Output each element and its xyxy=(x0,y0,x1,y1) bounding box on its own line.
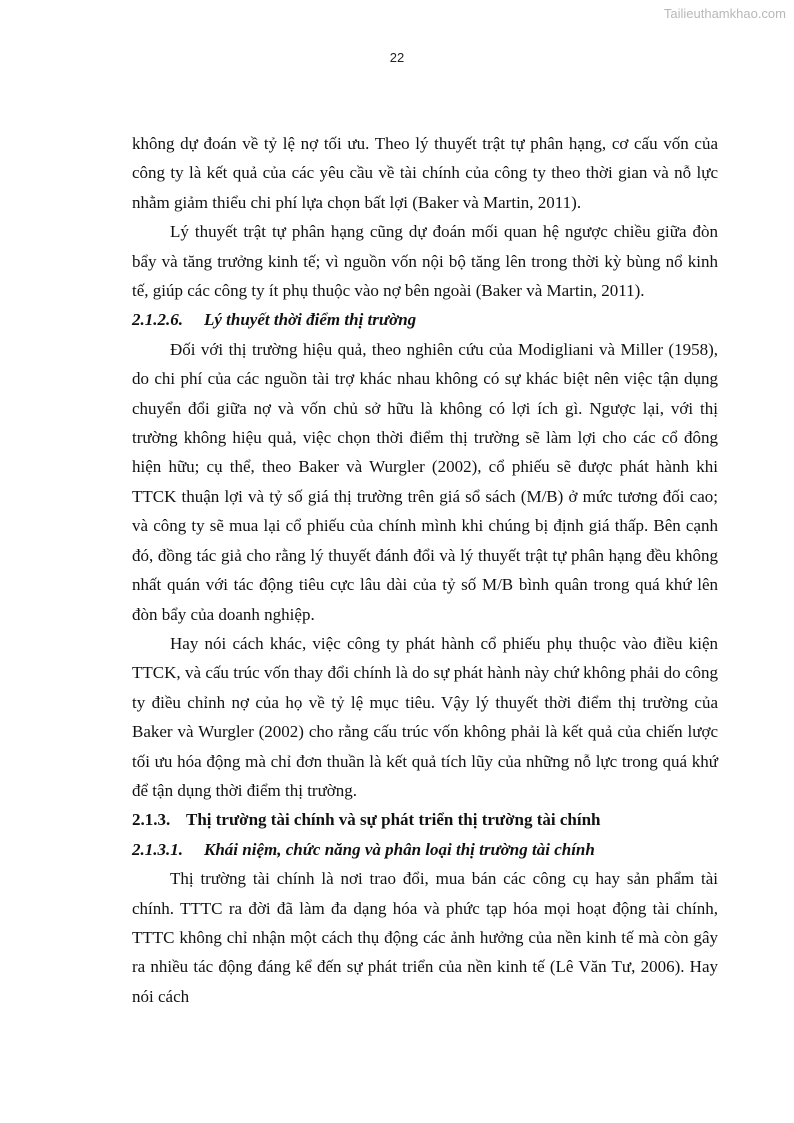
section-number: 2.1.2.6. xyxy=(132,310,183,330)
section-number: 2.1.3.1. xyxy=(132,839,183,859)
section-title: Khái niệm, chức năng và phân loại thị trường tài chính xyxy=(204,839,595,859)
section-title: Thị trường tài chính và sự phát triển thị trường tài chính xyxy=(186,810,601,830)
paragraph: Thị trường tài chính là nơi trao đổi, mua bán các công cụ hay sản phẩm tài chính. TTTC ra đời đã làm đa dạng hóa và phức tạp hóa mọi hoạt động tài chính, TTTC không chỉ nhận một cách thụ động các ảnh hưởng của nền kinh tế mà còn gây ra nhiều tác động đáng kể đến sự phát triển của nền kinh tế (Lê Văn Tư, 2006). Hay nói cách xyxy=(132,869,718,1006)
section-heading-2-1-3 xyxy=(132,805,718,834)
paragraph: Đối với thị trường hiệu quả, theo nghiên cứu của Modigliani và Miller (1958), do chi phí của các nguồn tài trợ khác nhau không có sự khác biệt nên việc tận dụng chuyển đổi giữa nợ và vốn chủ sở hữu là không có lợi ích gì. Ngược lại, với thị trường không hiệu quả, việc chọn thời điểm thị trường sẽ làm lợi cho các cổ đông hiện hữu; cụ thể, theo Baker và Wurgler (2002), cổ phiếu sẽ được phát hành khi TTCK thuận lợi và tỷ số giá thị trường trên giá sổ sách (M/B) ở mức tương đối cao; và công ty sẽ mua lại cổ phiếu của chính mình khi chúng bị định giá thấp. Bên cạnh đó, đồng tác giả cho rằng lý thuyết đánh đổi và lý thuyết trật tự phân hạng đều không nhất quán với tác động tiêu cực lâu dài của tỷ số M/B bình quân trong quá khứ lên đòn bẩy của doanh nghiệp. xyxy=(132,339,718,624)
paragraph-continuation: không dự đoán về tỷ lệ nợ tối ưu. Theo lý thuyết trật tự phân hạng, cơ cấu vốn của công ty là kết quả của các yêu cầu về tài chính của công ty theo thời gian và nỗ lực nhằm giảm thiểu chi phí lựa chọn bất lợi (Baker và Martin, 2011). xyxy=(132,134,718,212)
page-number: 22 xyxy=(389,50,405,65)
paragraph: Hay nói cách khác, việc công ty phát hành cổ phiếu phụ thuộc vào điều kiện TTCK, và cấu trúc vốn thay đổi chính là do sự phát hành này chứ không phải do công ty điều chỉnh nợ của họ về tỷ lệ mục tiêu. Vậy lý thuyết thời điểm thị trường của Baker và Wurgler (2002) cho rằng cấu trúc vốn không phải là kết quả của chiến lược tối ưu hóa động mà chỉ đơn thuần là kết quả tích lũy của những nỗ lực trong quá khứ để tận dụng thời điểm thị trường. xyxy=(132,633,718,800)
section-heading-2-1-2-6 xyxy=(132,305,718,334)
watermark: Tailieuthamkhao.com xyxy=(663,6,786,21)
section-title: Lý thuyết thời điểm thị trường xyxy=(204,310,417,330)
section-heading-2-1-3-1 xyxy=(132,835,718,864)
section-number: 2.1.3. xyxy=(132,810,171,830)
document-body xyxy=(132,129,718,1011)
paragraph: Lý thuyết trật tự phân hạng cũng dự đoán mối quan hệ ngược chiều giữa đòn bẩy và tăng trưởng kinh tế; vì nguồn vốn nội bộ tăng lên trong thời kỳ bùng nổ kinh tế, giúp các công ty ít phụ thuộc vào nợ bên ngoài (Baker và Martin, 2011). xyxy=(132,222,718,301)
